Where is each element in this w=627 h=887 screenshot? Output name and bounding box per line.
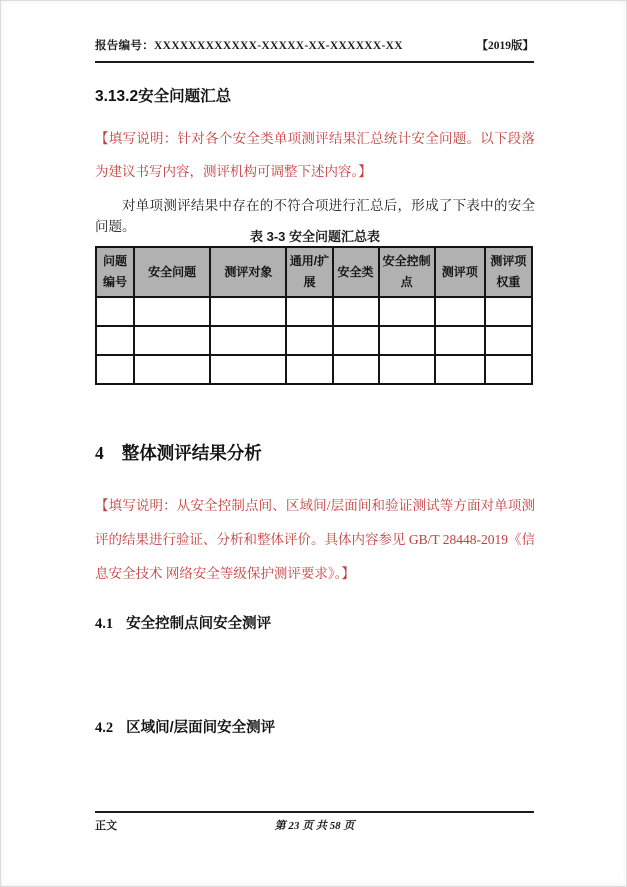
empty-cell — [379, 297, 435, 326]
footer-section-label: 正文 — [95, 820, 117, 832]
empty-cell — [96, 326, 134, 355]
column-header-3: 通用/扩展 — [286, 247, 332, 297]
table-row — [96, 355, 532, 384]
section-4-title: 整体测评结果分析 — [121, 443, 262, 463]
summary-table — [95, 246, 533, 385]
empty-cell — [435, 297, 485, 326]
empty-cell — [210, 355, 286, 384]
footer-page-number: 第 23 页 共 58 页 — [274, 820, 355, 832]
empty-cell — [485, 297, 532, 326]
fill-in-note-1: 【填写说明：针对各个安全类单项测评结果汇总统计安全问题。以下段落为建议书写内容，测评机构可调整下述内容。】 — [95, 131, 535, 179]
empty-cell — [286, 326, 332, 355]
empty-cell — [210, 297, 286, 326]
footer-divider — [95, 811, 534, 813]
empty-cell — [333, 297, 379, 326]
header-divider — [95, 61, 534, 63]
empty-cell — [379, 355, 435, 384]
section-4-1-title: 安全控制点间安全测评 — [126, 616, 272, 632]
table-row — [96, 326, 532, 355]
empty-cell — [379, 326, 435, 355]
empty-cell — [485, 326, 532, 355]
report-number: 报告编号：XXXXXXXXXXXX-XXXXX-XX-XXXXXX-XX — [95, 40, 403, 52]
empty-cell — [286, 355, 332, 384]
column-header-5: 安全控制点 — [379, 247, 435, 297]
document-header — [95, 37, 534, 53]
section-4-1-number: 4.1 — [95, 616, 114, 632]
summary-table-body — [96, 297, 532, 384]
table-caption: 表 3-3 安全问题汇总表 — [249, 229, 380, 244]
empty-cell — [435, 326, 485, 355]
empty-cell — [333, 326, 379, 355]
column-header-0: 问题编号 — [96, 247, 134, 297]
version-badge: 【2019版】 — [476, 40, 534, 52]
empty-cell — [134, 326, 210, 355]
empty-cell — [96, 297, 134, 326]
body-paragraph: 对单项测评结果中存在的不符合项进行汇总后，形成了下表中的安全问题。 — [95, 198, 535, 234]
section-heading-4-2 — [95, 716, 275, 737]
document-footer — [95, 817, 534, 833]
column-header-6: 测评项 — [435, 247, 485, 297]
section-heading-4 — [95, 440, 262, 465]
empty-cell — [134, 355, 210, 384]
empty-cell — [485, 355, 532, 384]
section-heading-3-13-2: 3.13.2安全问题汇总 — [95, 88, 232, 105]
section-heading-4-1 — [95, 612, 271, 633]
empty-cell — [210, 326, 286, 355]
empty-cell — [96, 355, 134, 384]
empty-cell — [134, 297, 210, 326]
section-4-number: 4 — [95, 443, 104, 463]
column-header-7: 测评项权重 — [485, 247, 532, 297]
section-4-2-title: 区域间/层面间安全测评 — [126, 720, 276, 736]
column-header-1: 安全问题 — [134, 247, 210, 297]
empty-cell — [286, 297, 332, 326]
summary-table-head — [96, 247, 532, 297]
column-header-2: 测评对象 — [210, 247, 286, 297]
column-header-4: 安全类 — [333, 247, 379, 297]
empty-cell — [435, 355, 485, 384]
table-row — [96, 297, 532, 326]
fill-in-note-2: 【填写说明：从安全控制点间、区域间/层面间和验证测试等方面对单项测评的结果进行验证、分析和整体评价。具体内容参见 GB/T 28448-2019《信息安全技术 网络安全等级保护测评要求》。】 — [95, 498, 536, 581]
section-4-2-number: 4.2 — [95, 720, 114, 736]
empty-cell — [333, 355, 379, 384]
